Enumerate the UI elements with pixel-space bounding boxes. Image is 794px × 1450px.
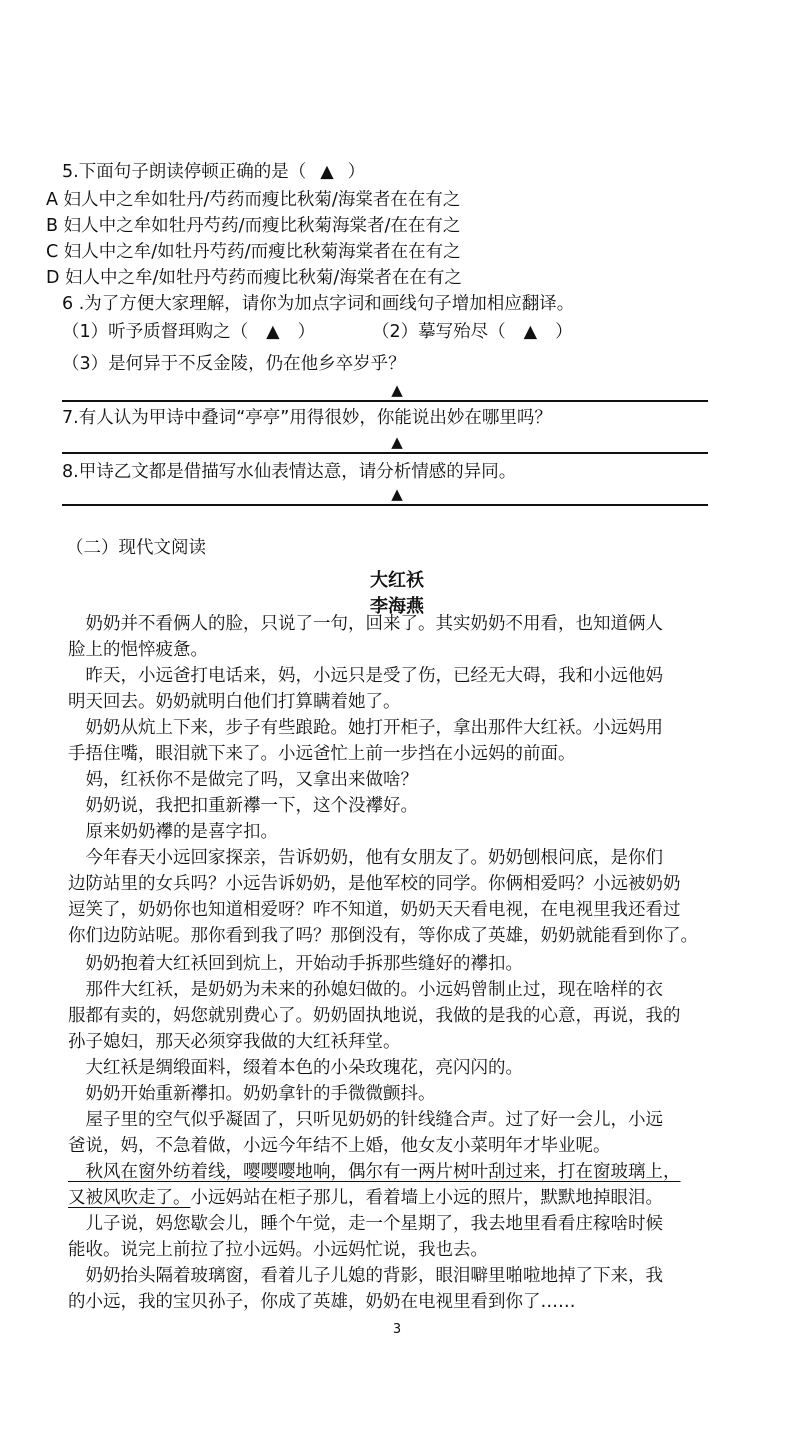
q5-option-a: A 妇人中之牟如牡丹/芍药而瘦比秋菊/海棠者在在有之 xyxy=(46,190,461,210)
answer-marker: ▲ xyxy=(391,433,403,451)
article-paragraph: 奶奶并不看俩人的脸，只说了一句，回来了。其实奶奶不用看，也知道俩人 xyxy=(68,614,663,634)
page-number: 3 xyxy=(392,1322,402,1337)
q6-part-3: （3）是何异于不反金陵，仍在他乡卒岁乎？ xyxy=(62,354,406,374)
answer-line xyxy=(62,504,708,506)
q5-option-b: B 妇人中之牟如牡丹芍药/而瘦比秋菊海棠者/在在有之 xyxy=(46,216,461,236)
q7-stem: 7.有人认为甲诗中叠词“亭亭”用得很妙，你能说出妙在哪里吗？ xyxy=(62,408,552,428)
answer-marker: ▲ xyxy=(523,322,538,342)
underlined-sentence: 秋风在窗外纺着线，嘤嘤嘤地响，偶尔有一两片树叶刮过来，打在窗玻璃上， xyxy=(68,1162,681,1182)
answer-line xyxy=(62,452,708,454)
article-author: 李海燕 xyxy=(370,596,424,617)
q6-part-2-close: ） xyxy=(555,322,573,342)
article-paragraph: 奶奶开始重新襻扣。奶奶拿针的手微微颤抖。 xyxy=(68,1084,436,1104)
answer-marker: ▲ xyxy=(391,485,403,503)
article-paragraph: 奶奶抬头隔着玻璃窗，看着儿子儿媳的背影，眼泪噼里啪啦地掉了下来，我 xyxy=(68,1266,663,1286)
article-paragraph: 大红袄是绸缎面料，缀着本色的小朵玫瑰花，亮闪闪的。 xyxy=(68,1058,523,1078)
q6-part-1 xyxy=(62,320,315,344)
article-paragraph: 脸上的悒悴疲惫。 xyxy=(68,640,208,660)
article-paragraph: 能收。说完上前拉了拉小远妈。小远妈忙说，我也去。 xyxy=(68,1240,488,1260)
q6-stem: 6 .为了方便大家理解，请你为加点字词和画线句子增加相应翻译。 xyxy=(62,294,575,314)
answer-line xyxy=(62,400,708,402)
article-paragraph: 边防站里的女兵吗？小远告诉奶奶，是他军校的同学。你俩相爱吗？小远被奶奶 xyxy=(68,874,681,894)
answer-marker: ▲ xyxy=(266,322,280,342)
article-paragraph: 昨天，小远爸打电话来，妈，小远只是受了伤，已经无大碍，我和小远他妈 xyxy=(68,666,663,686)
article-paragraph: 奶奶说，我把扣重新襻一下，这个没襻好。 xyxy=(68,796,418,816)
article-paragraph: 爸说，妈，不急着做，小远今年结不上婚，他女友小菜明年才毕业呢。 xyxy=(68,1136,611,1156)
article-paragraph: 服都有卖的，妈您就别费心了。奶奶固执地说，我做的是我的心意，再说，我的 xyxy=(68,1006,681,1026)
q5-close: ） xyxy=(347,162,366,182)
underlined-sentence: 又被风吹走了。 xyxy=(68,1188,191,1208)
answer-marker: ▲ xyxy=(320,162,334,182)
article-paragraph: 原来奶奶襻的是喜字扣。 xyxy=(68,822,278,842)
article-paragraph: 明天回去。奶奶就明白他们打算瞒着她了。 xyxy=(68,692,401,712)
section-heading: （二）现代文阅读 xyxy=(66,538,206,558)
q6-part-2 xyxy=(372,320,573,344)
answer-marker: ▲ xyxy=(391,381,403,399)
article-paragraph: 儿子说，妈您歇会儿，睡个午觉，走一个星期了，我去地里看看庄稼啥时候 xyxy=(68,1214,663,1234)
q6-part-2-text: （2）摹写殆尽（ xyxy=(372,322,506,342)
article-paragraph: 妈，红袄你不是做完了吗，又拿出来做啥？ xyxy=(68,770,418,790)
article-paragraph: 小远妈站在柜子那儿，看着墙上小远的照片，默默地掉眼泪。 xyxy=(190,1188,663,1208)
q6-part-1-close: ） xyxy=(297,322,316,342)
article-paragraph: 屋子里的空气似乎凝固了，只听见奶奶的针线缝合声。过了好一会儿，小远 xyxy=(68,1110,663,1130)
q5-option-d: D 妇人中之牟/如牡丹芍药而瘦比秋菊/海棠者在在有之 xyxy=(46,268,462,288)
article-paragraph: 的小远，我的宝贝孙子，你成了英雄，奶奶在电视里看到你了…… xyxy=(68,1292,576,1312)
q6-part-1-text: （1）听予质督珥购之（ xyxy=(62,322,249,342)
article-paragraph-continued xyxy=(68,1186,663,1210)
article-paragraph: 逗笑了，奶奶你也知道相爱呀？咋不知道，奶奶天天看电视，在电视里我还看过 xyxy=(68,900,681,920)
q5-stem-text: 5.下面句子朗读停顿正确的是（ xyxy=(62,162,307,182)
article-paragraph: 奶奶从炕上下来，步子有些踉跄。她打开柜子，拿出那件大红袄。小远妈用 xyxy=(68,718,663,738)
article-paragraph: 手捂住嘴，眼泪就下来了。小远爸忙上前一步挡在小远妈的前面。 xyxy=(68,744,576,764)
q5-stem xyxy=(62,160,365,184)
article-title: 大红袄 xyxy=(370,570,424,591)
article-paragraph: 奶奶抱着大红袄回到炕上，开始动手拆那些缝好的襻扣。 xyxy=(68,954,523,974)
q8-stem: 8.甲诗乙文都是借描写水仙表情达意，请分析情感的异同。 xyxy=(62,462,517,482)
q5-option-c: C 妇人中之牟/如牡丹芍药/而瘦比秋菊海棠者在在有之 xyxy=(46,242,461,262)
article-paragraph: 孙子媳妇，那天必须穿我做的大红袄拜堂。 xyxy=(68,1032,401,1052)
article-paragraph: 你们边防站呢。那你看到我了吗？那倒没有，等你成了英雄，奶奶就能看到你了。 xyxy=(68,926,698,946)
article-paragraph: 那件大红袄，是奶奶为未来的孙媳妇做的。小远妈曾制止过，现在啥样的衣 xyxy=(68,980,663,1000)
article-paragraph: 今年春天小远回家探亲，告诉奶奶，他有女朋友了。奶奶刨根问底，是你们 xyxy=(68,848,663,868)
